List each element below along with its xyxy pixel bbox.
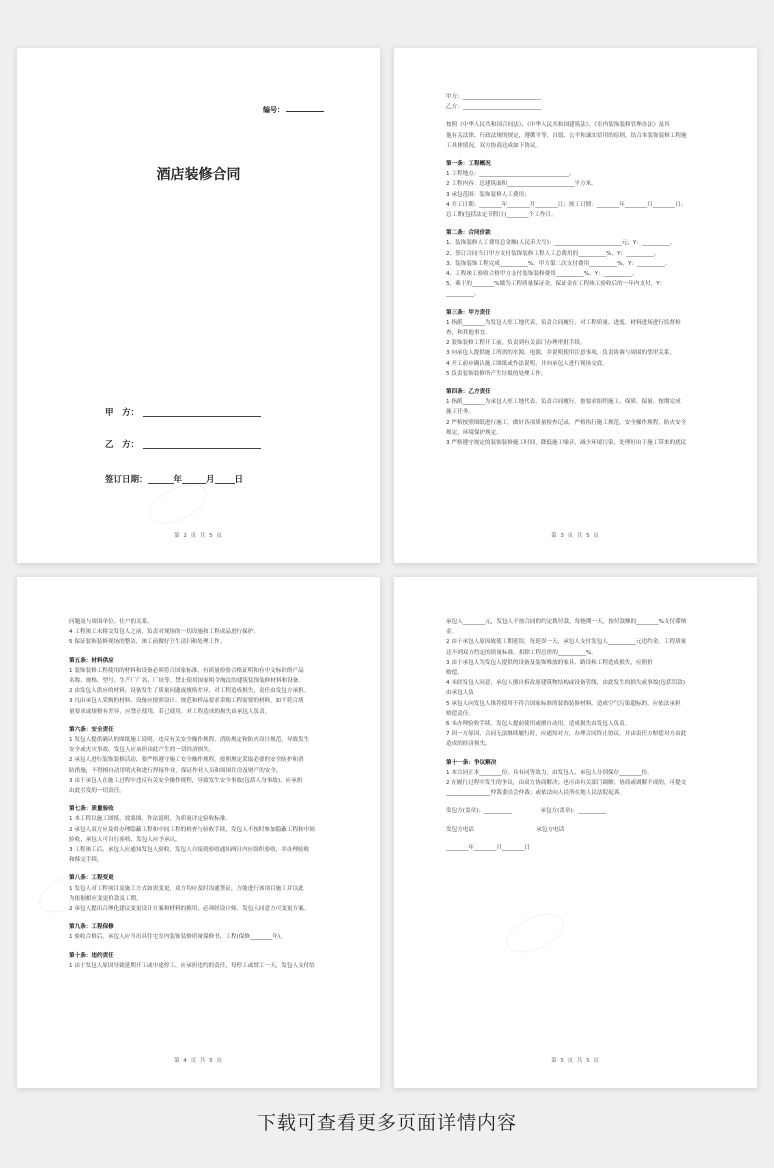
text-line: 赔偿。: [446, 670, 463, 677]
spacer: [446, 817, 711, 825]
contract-number-label: 编号：: [263, 106, 284, 114]
text-line: 1 验收合格后，承包人应当出具住宅室内装饰装修质量保修书，工程(保修________年)。: [69, 934, 286, 941]
text-line: 2 由于承包人原因致使工期延误，每延误一天，承包人支付发包人__________元违约金。工程质量: [446, 639, 687, 646]
contract-number: [263, 105, 324, 115]
section-heading: 第一条：工程概况: [446, 161, 491, 168]
text-line: 2 工程内容：总建筑面积________________________平方米。: [446, 181, 597, 188]
page-body: [446, 617, 711, 853]
text-line: 2 严格按照图纸进行施工，做好各项质量检查记录，严格执行施工规范，安全操作规程，防火安全: [446, 419, 687, 426]
day-blank: [215, 483, 235, 484]
text-line: 4 开工前应确认施工图纸或作法说明，并向承包人进行现场交底。: [446, 360, 608, 367]
text-line: ________________仲裁委员会仲裁；或依法向人民所在地人民法院起诉。: [446, 790, 626, 797]
text-line: 查，和其他事宜。: [446, 330, 491, 337]
page-body: [69, 617, 334, 971]
text-line: 3 承包范围：装饰装修人工费用；: [446, 191, 530, 198]
text-line: 2 承包人双方应及时办理隐蔽工程和中间工程的检查与验收手续，发包人不按时参加隐蔽工程和中间: [69, 826, 315, 833]
text-line: 3 向承包人提供施工所需的水源、电源，并说明使用注意事项，负责协调与周围的邻里关系。: [446, 350, 676, 357]
text-line: 问题及与周围单位、住户的关系。: [69, 619, 153, 625]
text-line: 1 发包人提供确认的图纸施工说明，违反有关安全操作规程、消防规定和防火设计规范，导致发生: [69, 737, 310, 744]
text-line: 3 严格遵守规定的装饰装修施工时间，降低施工噪音，减少环境污染，处理好由于施工带来的扰民: [446, 440, 687, 447]
section-heading: 第八条：工程变更: [69, 875, 114, 882]
text-line: 1 装饰装修工程使用的材料和设备必须符合国家标准，有质量检验合格证明和有中文标识的产品: [69, 667, 304, 674]
text-line: 乙方：____________________________: [446, 104, 542, 111]
party-b-label: 乙 方：: [105, 440, 140, 450]
text-line: 量要求或规格有差异，应禁止使用，若已使用，对工程造成的损失由承包人负责。: [69, 708, 271, 715]
text-line: 验收，承包人可自行验收，发包人应予承认。: [69, 836, 181, 843]
text-line: 总工期(包括法定节假日)________个工作日。: [446, 212, 557, 219]
text-line: 2 由发包人供应的材料、设备发生了质量问题或规格差异，对工程造成损失，责任由发包方承担。: [69, 688, 310, 695]
text-line: ________年________月________日: [446, 844, 530, 851]
text-line: 3、装饰装饰工程完成__________%，甲方第二次支付费用__________%，Y：__________。: [446, 260, 671, 267]
section-heading: 第五条：材料供应: [69, 657, 114, 664]
text-line: 3 由于承包人为发包人提供的设备及装饰堆放的家具、路设和工程造成损失，应照价: [446, 659, 653, 666]
text-line: 按照《中华人民共和国合同法》、《中华人民共和国建筑法》、《室内装饰装修管理办法》及其: [446, 122, 670, 129]
text-line: 造成的经济损失。: [446, 741, 491, 748]
sign-date-line: [105, 473, 243, 485]
text-line: 承包人________元，发包人不按合同的约定拨付款，每拖期一天，按付款额的________%支付滞纳: [446, 619, 687, 625]
text-line: 发包方电话 承包方电话: [446, 826, 565, 833]
text-line: 他有关法律、行政法规的规定，遵循平等、自愿、公平和诚实信用的原则，结合本装饰装修工程施: [446, 132, 687, 139]
party-b-line: [105, 438, 261, 450]
page-3: [394, 48, 757, 563]
text-line: 安全或火灾事故，发包人应承担由此产生的一切经济损失。: [69, 747, 215, 754]
page-title: 酒店装修合同: [156, 167, 241, 183]
section-heading: 第九条：工程保修: [69, 924, 114, 931]
text-line: 名称、规格、型号、生产厂厂名、厂址等。禁止使用国家明令淘汰的建筑装饰装修材料和设备。: [69, 678, 304, 685]
section-heading: 第十一条：争议解决: [446, 759, 497, 766]
text-line: 7 因一方原因，合同无法继续履行时，应通知对方，办理合同终止协议，并由责任方赔偿对方由此: [446, 731, 687, 738]
text-line: 3 凡由承包人采购的材料、设备应按照设计、规范和样品要求采购工程需要的材料，如不符合质: [69, 698, 304, 705]
spacer: [446, 112, 711, 120]
text-line: 甲方：____________________________: [446, 94, 542, 100]
text-line: 5 负责装饰装修所产生垃圾的处理工作。: [446, 370, 547, 377]
year-label: 年: [173, 475, 183, 485]
text-line: 2 在履行过程中发生的争议，由双方协商解决；也可由有关部门调解；协商或调解不成的，可提交: [446, 780, 687, 787]
text-line: 施工任务。: [446, 409, 474, 416]
text-line: 赔偿责任。: [446, 710, 474, 717]
section-heading: 第四条：乙方责任: [446, 389, 491, 396]
page-number: 第 2 页 共 5 页: [174, 533, 223, 539]
text-line: 5 保证装饰装修现场的整洁，竣工前做好卫生清扫和处理工作。: [69, 639, 226, 646]
text-line: 规定，环境保护规定。: [446, 429, 502, 436]
page-cover: [17, 48, 380, 563]
party-a-blank: [143, 416, 261, 417]
day-label: 日: [234, 475, 244, 485]
page-number: 第 5 页 共 5 页: [551, 1058, 600, 1064]
text-line: 1 工程地点：________________________________。: [446, 171, 575, 178]
section-heading: 第三条：甲方责任: [446, 309, 491, 316]
text-line: 1 由于发包人原因导致延期开工或中途停工，应承担违约的责任，每停工或窝工一天，发包人支付给: [69, 962, 315, 969]
text-line: 2 装饰装修工程开工前，负责到有关部门办理审批手续。: [446, 340, 586, 347]
text-line: 和移交手续。: [69, 857, 103, 864]
text-line: 3 工程竣工后，承包人应通知发包人验收，发包人自接到验收通知两日内应组织验收，并办理验收: [69, 847, 310, 854]
text-line: 2 承包人进行装饰装修活动，要严格遵守施工安全操作规程，按照规定采取必要的安全防护和消: [69, 757, 304, 764]
text-line: __________。: [446, 291, 480, 298]
watermark-shape: [500, 905, 570, 960]
contract-number-blank: [286, 111, 324, 112]
party-b-blank: [143, 448, 261, 449]
text-line: 防措施，不得擅自动用明火和进行焊接作业，保证作业人员和周围住房及财产的安全。: [69, 767, 282, 774]
text-line: 4 开工日期：________年________月________日；竣工日期：________年________月________日；: [446, 201, 687, 208]
text-line: 金。: [446, 629, 458, 636]
text-line: 1 本工程以施工图纸、效果图、作法说明，为质量评定验收标准。: [69, 816, 231, 823]
text-line: 4 工程竣工未移交发包人之前，负责对现场的一切设施和工程成品进行保护。: [69, 629, 259, 636]
text-line: 1 发包人对工程项目及施工方式如需变更，双方均应及时沟通签证，方能进行该项目施工并以此: [69, 885, 304, 892]
text-line: 由承包人负: [446, 690, 474, 697]
text-line: 1 指派________为发包人驻工地代表，负责合同履行，对工程质量、进度、材料进场进行监督检: [446, 319, 681, 326]
text-line: 为依据相应变更价款及工期。: [69, 895, 142, 902]
party-a-label: 甲 方：: [105, 408, 140, 418]
text-line: 达不到双方约定的质量标准，扣除工程总价的__________%。: [446, 649, 597, 656]
text-line: 工具体情况，双方协商达成如下协议。: [446, 142, 542, 149]
page-4: [17, 577, 380, 1088]
section-heading: 第十条：违约责任: [69, 952, 114, 959]
section-heading: 第二条：合同价款: [446, 230, 491, 237]
page-5: [394, 577, 757, 1088]
text-line: 6 未办理验收手续，发包人提前使用或擅自动用，造成损失由发包人负责。: [446, 721, 631, 728]
spacer: [446, 835, 711, 843]
page-number: 第 3 页 共 5 页: [551, 533, 600, 539]
text-line: 5、乘于的________%做为工程质量保证金，保证金在工程竣工验收后的一年内支付，Y：: [446, 281, 666, 288]
spacer: [446, 798, 711, 806]
footer-caption: 下载可查看更多页面详情内容: [256, 1112, 517, 1134]
party-a-line: [105, 406, 261, 418]
page-number: 第 4 页 共 5 页: [174, 1058, 223, 1064]
text-line: 1 指派________为承包人驻工地代表，负责合同履行。按要求组织施工，保质、保量、按期完成: [446, 399, 681, 406]
text-line: 发包方(盖章)：__________ 承包方(盖章)：__________: [446, 808, 607, 815]
text-line: 1 本合同正本________份，具有同等效力，由发包人、承包人分别保存________份。: [446, 769, 653, 776]
text-line: 由此引发的一切责任。: [69, 788, 125, 795]
text-line: 4 未经发包人同意，承包人擅自拆改原建筑物结构或设备管线，由此发生的损失或事故(包括罚款): [446, 680, 686, 687]
text-line: 4、工程竣工验收合格甲方支付装饰装修费用__________%，Y：__________。: [446, 271, 638, 278]
text-line: 2 承包人提出合理化建议变更设计方案和材料的换用，必须经设计师、发包人同意方可变更方案。: [69, 906, 310, 913]
year-blank: [148, 483, 174, 484]
section-heading: 第七条：质量验收: [69, 806, 114, 813]
text-line: 1、装饰装修人工费用总金额(人民币大写)：________________________元；Y：__________。: [446, 240, 676, 247]
text-line: 3 由于承包人在施工过程中违反有关安全操作规程，导致发生安全事故(包括人身事故)，应承担: [69, 777, 303, 784]
text-line: 2、签订合同当日甲方支付装饰装修工程人工总费用的__________%，Y：__________。: [446, 250, 660, 257]
text-line: 5 承包人向发包人推荐使用不符合国家标准的装饰装修材料，造成空气污染超标的，应依法承担: [446, 700, 681, 707]
month-label: 月: [206, 475, 215, 485]
page-body: [446, 92, 711, 448]
section-heading: 第六条：安全责任: [69, 726, 114, 733]
sign-date-label: 签订日期：: [105, 475, 148, 485]
